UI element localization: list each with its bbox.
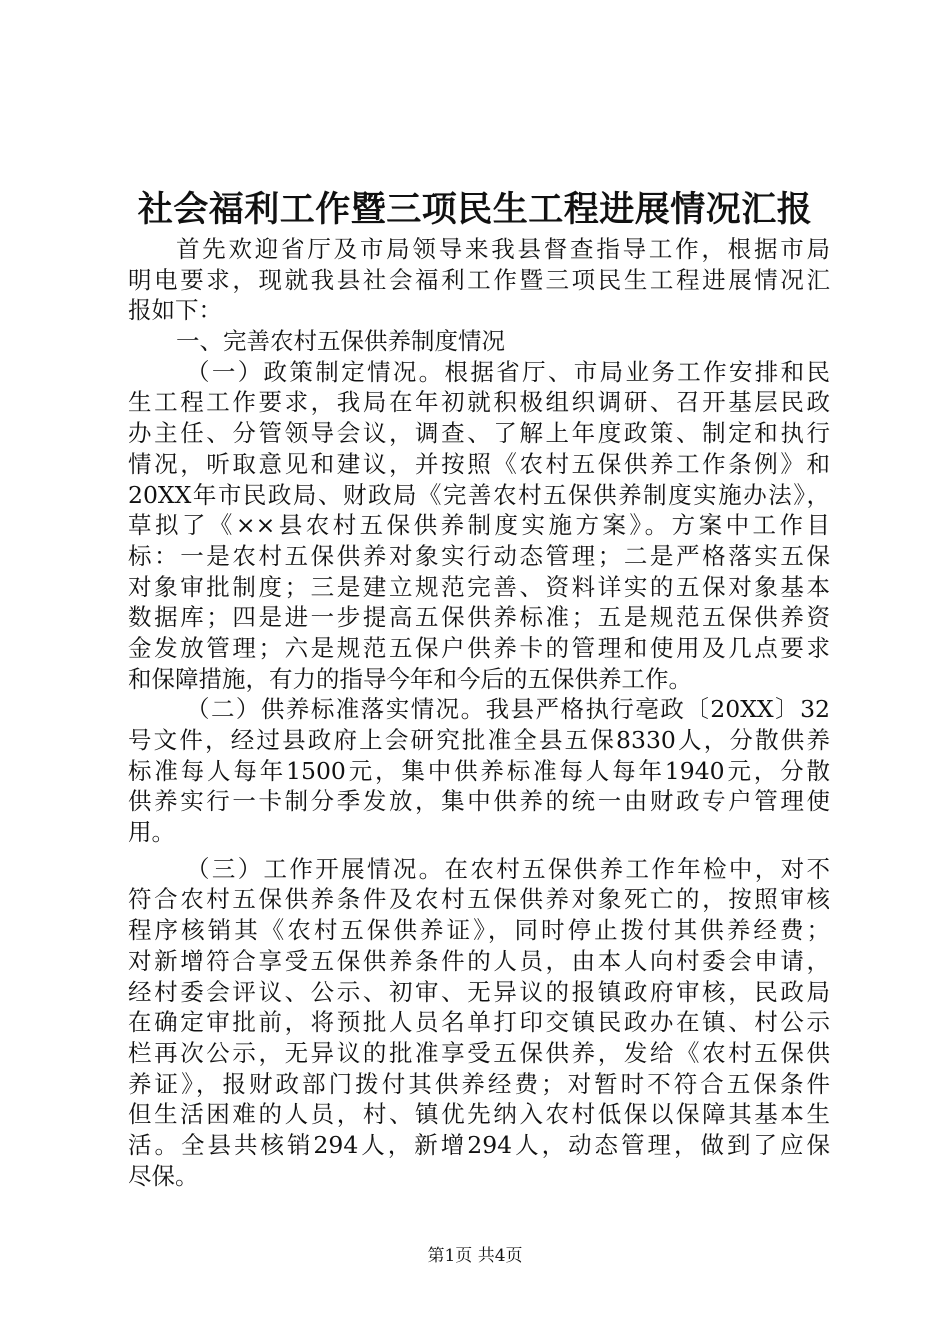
section-heading: 一、完善农村五保供养制度情况: [176, 327, 505, 356]
paragraph-line: 办主任、分管领导会议，调查、了解上年度政策、制定和执行: [128, 419, 830, 448]
paragraph-line: 情况，听取意见和建议，并按照《农村五保供养工作条例》和: [128, 449, 830, 478]
document-body: [128, 234, 830, 1191]
paragraph-line: 20XX年市民政局、财政局《完善农村五保供养制度实施办法》，: [128, 480, 830, 509]
paragraph-line: （二）供养标准落实情况。我县严格执行亳政〔20XX〕32: [186, 695, 830, 724]
paragraph-line: 养证》，报财政部门拨付其供养经费；对暂时不符合五保条件: [128, 1069, 830, 1098]
paragraph-line: 但生活困难的人员，村、镇优先纳入农村低保以保障其基本生: [128, 1100, 830, 1129]
paragraph-line: 对新增符合享受五保供养条件的人员，由本人向村委会申请，: [128, 946, 830, 975]
paragraph-line: 号文件，经过县政府上会研究批准全县五保8330人，分散供养: [128, 726, 830, 754]
paragraph-line: 明电要求，现就我县社会福利工作暨三项民生工程进展情况汇: [128, 265, 830, 294]
paragraph-line: 和保障措施，有力的指导今年和今后的五保供养工作。: [128, 664, 692, 693]
document-title: 社会福利工作暨三项民生工程进展情况汇报: [137, 189, 813, 230]
paragraph-line: （一）政策制定情况。根据省厅、市局业务工作安排和民: [186, 357, 830, 386]
paragraph-line: 活。全县共核销294人，新增294人，动态管理，做到了应保: [128, 1130, 830, 1159]
paragraph-line: 符合农村五保供养条件及农村五保供养对象死亡的，按照审核: [128, 885, 830, 914]
paragraph-line: 生工程工作要求，我局在年初就积极组织调研、召开基层民政: [128, 388, 830, 417]
paragraph-line: 在确定审批前，将预批人员名单打印交镇民政办在镇、村公示: [128, 1008, 830, 1037]
paragraph-line: 金发放管理；六是规范五保户供养卡的管理和使用及几点要求: [128, 633, 830, 662]
paragraph-line: 用。: [128, 818, 175, 847]
page-footer: 第1页 共4页: [427, 1246, 523, 1266]
paragraph-line: （三）工作开展情况。在农村五保供养工作年检中，对不: [186, 854, 830, 883]
paragraph-line: 首先欢迎省厅及市局领导来我县督查指导工作，根据市局: [176, 235, 830, 263]
paragraph-line: 数据库；四是进一步提高五保供养标准；五是规范五保供养资: [128, 603, 830, 632]
paragraph-line: 程序核销其《农村五保供养证》，同时停止拨付其供养经费；: [128, 916, 830, 945]
paragraph-line: 标准每人每年1500元，集中供养标准每人每年1940元，分散: [128, 756, 830, 785]
paragraph-line: 草拟了《××县农村五保供养制度实施方案》。方案中工作目: [128, 511, 830, 540]
paragraph-line: 标：一是农村五保供养对象实行动态管理；二是严格落实五保: [128, 541, 830, 570]
paragraph-line: 尽保。: [128, 1161, 199, 1190]
paragraph-line: 经村委会评议、公示、初审、无异议的报镇政府审核，民政局: [128, 977, 830, 1006]
paragraph-line: 栏再次公示，无异议的批准享受五保供养，发给《农村五保供: [128, 1038, 830, 1067]
paragraph-line: 对象审批制度；三是建立规范完善、资料详实的五保对象基本: [128, 572, 830, 601]
paragraph-line: 报如下：: [128, 296, 222, 325]
paragraph-line: 供养实行一卡制分季发放，集中供养的统一由财政专户管理使: [128, 787, 830, 816]
